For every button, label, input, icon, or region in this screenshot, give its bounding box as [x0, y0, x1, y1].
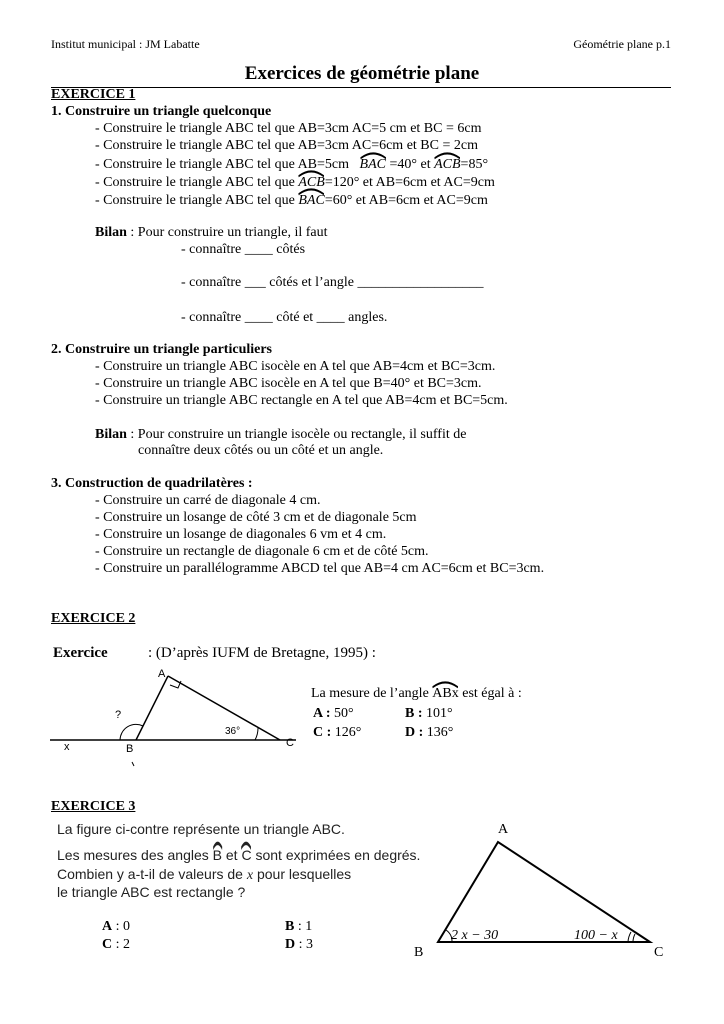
item-text: - Construire le triangle ABC tel que — [95, 193, 299, 208]
section-2-title: 2. Construire un triangle particuliers — [51, 342, 273, 357]
list-item: - Construire un losange de diagonales 6 vm et 4 cm. — [95, 527, 387, 542]
answer-a: A : 0 — [102, 919, 131, 934]
exercise-2-question: La mesure de l’angle ABx est égal à : — [311, 684, 522, 702]
angle-abx: ABx — [432, 684, 458, 702]
list-item: - Construire un carré de diagonale 4 cm. — [95, 493, 321, 508]
angle-c-expression: 100 − x — [574, 928, 618, 943]
angle-c: C — [241, 845, 251, 863]
exercise-3-line: Les mesures des angles B et C sont exprimées en degrés. — [57, 845, 420, 863]
list-item — [95, 191, 488, 209]
item-text: =40° et — [385, 157, 435, 172]
exercise-3-line: La figure ci-contre représente un triangle ABC. — [57, 821, 345, 837]
angle-b: B — [213, 845, 222, 863]
list-item — [95, 155, 488, 173]
exercise-3-line: Combien y a-t-il de valeurs de x pour lesquelles — [57, 866, 352, 883]
exercise-2-label: Exercice — [53, 645, 108, 661]
answer-d: D : 136° — [405, 725, 454, 740]
answer-b: B : 101° — [405, 706, 453, 721]
header-right: Géométrie plane p.1 — [573, 37, 671, 51]
exercise-3-heading: EXERCICE 3 — [51, 799, 136, 814]
header-left: Institut municipal : JM Labatte — [51, 37, 200, 51]
bilan-line: connaître deux côtés ou un côté et un angle. — [138, 443, 384, 458]
list-item: - Construire le triangle ABC tel que AB=3cm AC=6cm et BC = 2cm — [95, 138, 478, 153]
exercise-1-heading: EXERCICE 1 — [51, 87, 136, 102]
list-item — [95, 173, 495, 191]
angle-36-label: 36° — [225, 726, 241, 737]
item-text: - Construire le triangle ABC tel que AB=5cm — [95, 157, 350, 172]
list-item: - Construire un parallélogramme ABCD tel que AB=4 cm AC=6cm et BC=3cm. — [95, 561, 545, 576]
answer-d: D : 3 — [285, 937, 314, 952]
angle-b-expression: 2 x − 30 — [451, 928, 499, 943]
bilan-1: Bilan : Pour construire un triangle, il faut — [95, 225, 328, 240]
section-1-title: 1. Construire un triangle quelconque — [51, 104, 272, 119]
answer-a: A : 50° — [313, 706, 354, 721]
list-item: - Construire un triangle ABC isocèle en A tel que B=40° et BC=3cm. — [95, 376, 482, 391]
list-item: - Construire un rectangle de diagonale 6 cm et de côté 5cm. — [95, 544, 429, 559]
list-item: - Construire un triangle ABC rectangle en A tel que AB=4cm et BC=5cm. — [95, 393, 508, 408]
section-3-title: 3. Construction de quadrilatères : — [51, 476, 253, 491]
bilan-line: - connaître ____ côtés — [181, 242, 306, 257]
item-text: =85° — [460, 157, 489, 172]
item-text: =60° et AB=6cm et AC=9cm — [324, 193, 488, 208]
item-text: - Construire le triangle ABC tel que — [95, 175, 299, 190]
angle-acb: ACB — [434, 155, 460, 173]
list-item: - Construire le triangle ABC tel que AB=3cm AC=5 cm et BC = 6cm — [95, 121, 482, 136]
list-item: - Construire un triangle ABC isocèle en A tel que AB=4cm et BC=3cm. — [95, 359, 496, 374]
exercise-2-figure — [50, 666, 305, 770]
vertex-a-label: A — [158, 668, 166, 680]
vertex-b-label: B — [414, 945, 424, 960]
answer-c: C : 2 — [102, 937, 131, 952]
exercise-3-line: le triangle ABC est rectangle ? — [57, 884, 246, 900]
x-label: x — [64, 741, 70, 753]
angle-bac: BAC — [298, 191, 324, 209]
list-item: - Construire un losange de côté 3 cm et de diagonale 5cm — [95, 510, 417, 525]
vertex-c-label: C — [286, 737, 294, 749]
unknown-angle-label: ? — [115, 709, 122, 721]
vertex-b-label: B — [126, 743, 134, 755]
page-title: Exercices de géométrie plane — [244, 63, 480, 84]
exercise-3-figure — [410, 818, 672, 964]
exercise-2-source: : (D’après IUFM de Bretagne, 1995) : — [148, 645, 376, 661]
answer-b: B : 1 — [285, 919, 313, 934]
exercise-2-heading: EXERCICE 2 — [51, 611, 136, 626]
angle-bac: BAC — [360, 155, 386, 173]
title-rule — [51, 87, 671, 88]
vertex-c-label: C — [654, 945, 664, 960]
answer-c: C : 126° — [313, 725, 362, 740]
angle-acb: ACB — [298, 173, 324, 191]
item-text: =120° et AB=6cm et AC=9cm — [324, 175, 495, 190]
bilan-line: - connaître ___ côtés et l’angle __________________ — [181, 275, 484, 290]
vertex-a-label: A — [498, 822, 509, 837]
bilan-2: Bilan : Pour construire un triangle isocèle ou rectangle, il suffit de — [95, 427, 467, 442]
bilan-line: - connaître ____ côté et ____ angles. — [181, 310, 388, 325]
